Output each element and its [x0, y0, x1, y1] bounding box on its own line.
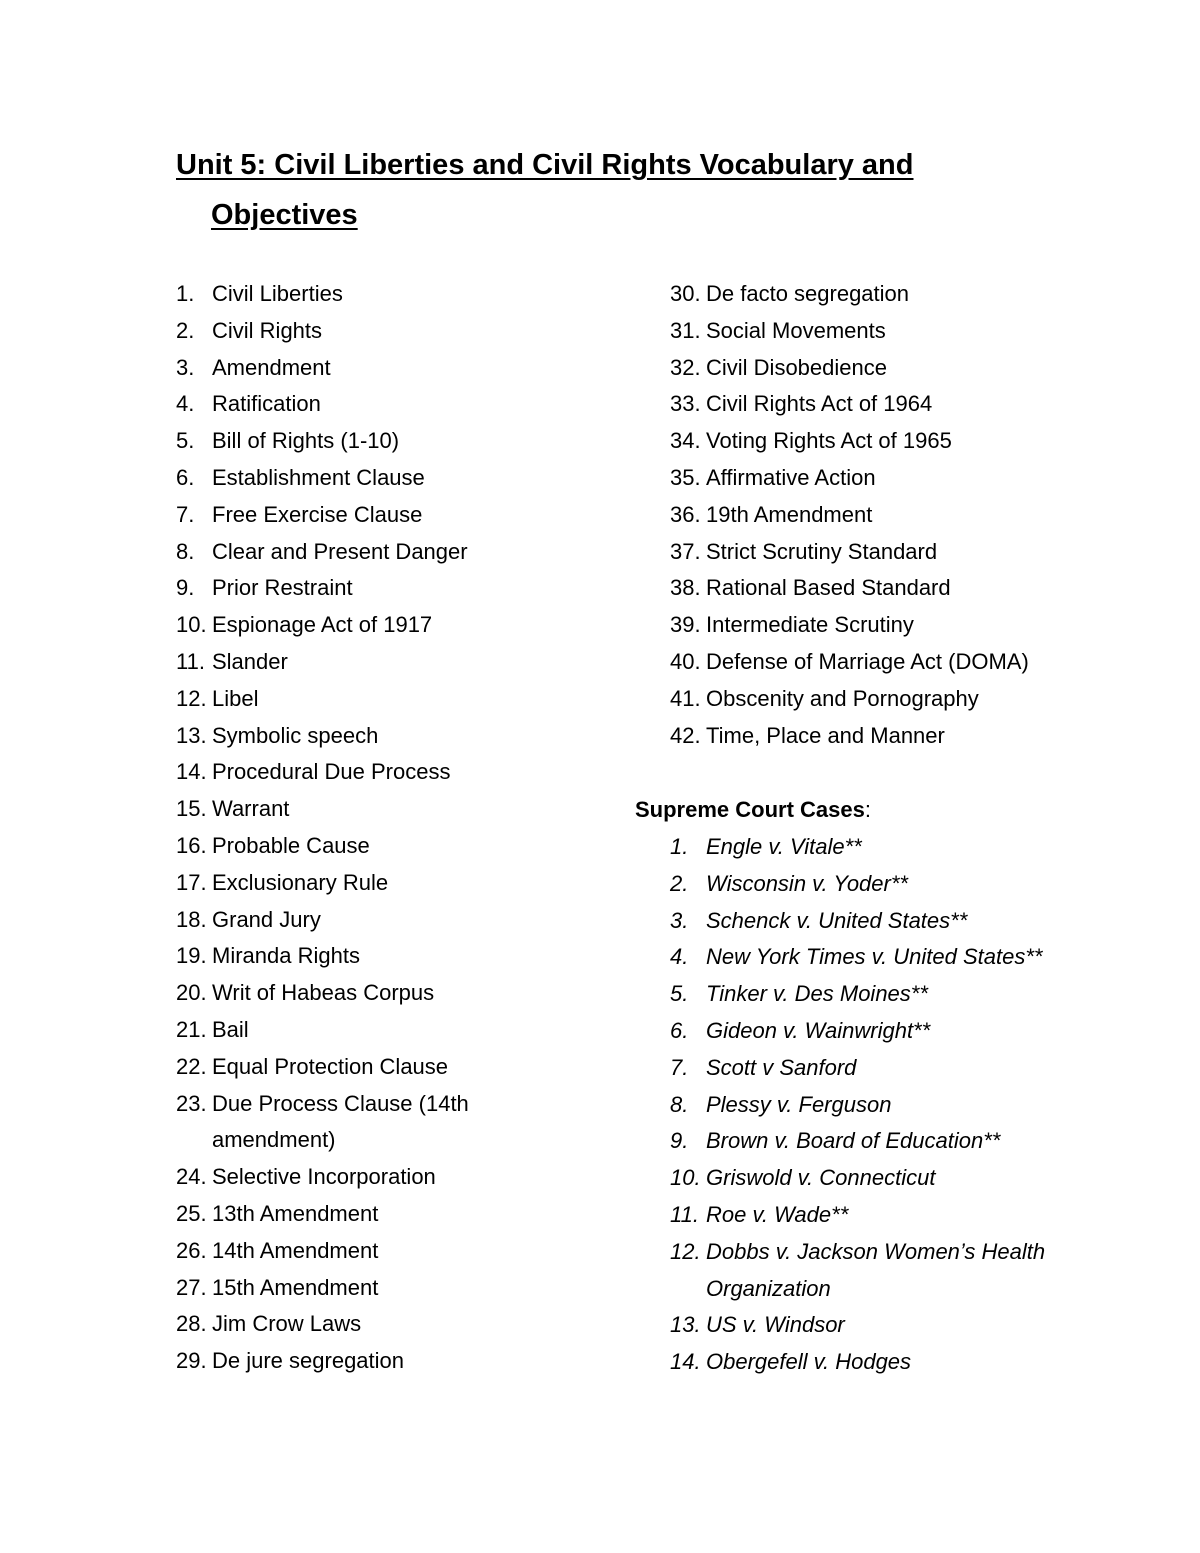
item-text: Gideon v. Wainwright**: [706, 1017, 931, 1043]
item-text: Roe v. Wade**: [706, 1201, 849, 1227]
list-item: [670, 1123, 1090, 1160]
item-text: Time, Place and Manner: [706, 722, 945, 748]
list-item: [176, 681, 576, 718]
item-number: 14.: [176, 759, 207, 785]
list-item: [176, 313, 576, 350]
item-text: Prior Restraint: [212, 575, 353, 601]
item-text: Intermediate Scrutiny: [706, 612, 914, 638]
list-item: [176, 644, 576, 681]
item-number: 8.: [670, 1091, 689, 1117]
list-item: [176, 1086, 576, 1160]
list-item: [176, 1270, 576, 1307]
item-number: 31.: [670, 317, 701, 343]
list-item: [176, 828, 576, 865]
item-text: Civil Liberties: [212, 281, 343, 306]
item-text: Civil Disobedience: [706, 354, 887, 380]
page-title: [176, 140, 1036, 240]
list-item: [176, 718, 576, 755]
item-text: Voting Rights Act of 1965: [706, 428, 952, 454]
list-item: [670, 570, 1100, 607]
item-text: Affirmative Action: [706, 464, 876, 490]
item-number: 6.: [670, 1017, 689, 1043]
item-number: 4.: [670, 944, 689, 970]
item-number: 21.: [176, 1016, 207, 1042]
item-text: Libel: [212, 685, 259, 711]
item-number: 7.: [670, 1054, 689, 1080]
item-text: Writ of Habeas Corpus: [212, 980, 435, 1006]
item-number: 10.: [176, 612, 207, 638]
item-number: 25.: [176, 1200, 207, 1226]
list-item: [670, 497, 1100, 534]
list-item: [670, 386, 1100, 423]
list-item: [670, 718, 1100, 755]
item-text: New York Times v. United States**: [706, 944, 1043, 970]
item-number: 22.: [176, 1053, 207, 1079]
list-item: [670, 313, 1100, 350]
item-text: Wisconsin v. Yoder**: [706, 870, 908, 896]
list-item: [670, 1050, 1090, 1087]
list-item: [670, 276, 1100, 313]
heading-text: Supreme Court Cases: [635, 797, 865, 822]
item-number: 34.: [670, 428, 701, 454]
item-text: Ratification: [212, 391, 321, 417]
item-number: 23.: [176, 1090, 207, 1116]
item-text: Espionage Act of 1917: [212, 612, 433, 638]
list-item: [176, 1159, 576, 1196]
list-item: [670, 1344, 1090, 1381]
item-text: Bill of Rights (1-10): [212, 428, 400, 454]
list-item: [176, 350, 576, 387]
list-item: [176, 1049, 576, 1086]
list-item: [670, 1013, 1090, 1050]
list-item: [670, 866, 1090, 903]
list-item: [176, 902, 576, 939]
item-text: Due Process Clause (14th amendment): [212, 1090, 469, 1153]
item-text: Obscenity and Pornography: [706, 685, 979, 711]
item-text: Strict Scrutiny Standard: [706, 538, 938, 564]
list-item: [176, 423, 576, 460]
item-number: 3.: [670, 907, 689, 933]
list-item: [176, 460, 576, 497]
item-number: 37.: [670, 538, 701, 564]
item-number: 12.: [670, 1238, 701, 1264]
item-text: Obergefell v. Hodges: [706, 1349, 912, 1375]
item-text: Brown v. Board of Education**: [706, 1128, 1001, 1154]
list-item: [176, 754, 576, 791]
item-text: Miranda Rights: [212, 943, 360, 969]
item-text: De jure segregation: [212, 1348, 405, 1374]
list-item: [176, 534, 576, 571]
item-number: 17.: [176, 869, 207, 895]
item-number: 19.: [176, 943, 207, 969]
item-number: 1.: [670, 834, 689, 859]
item-number: 30.: [670, 281, 701, 306]
item-text: 14th Amendment: [212, 1237, 379, 1263]
list-item: [670, 681, 1100, 718]
item-text: Griswold v. Connecticut: [706, 1165, 936, 1191]
item-number: 33.: [670, 391, 701, 417]
list-item: [176, 938, 576, 975]
item-text: Free Exercise Clause: [212, 501, 423, 527]
item-number: 10.: [670, 1165, 701, 1191]
item-text: 13th Amendment: [212, 1200, 379, 1226]
item-number: 9.: [176, 575, 195, 601]
item-number: 11.: [176, 648, 205, 674]
item-text: Jim Crow Laws: [212, 1311, 362, 1337]
item-number: 9.: [670, 1128, 689, 1154]
item-number: 12.: [176, 685, 207, 711]
item-number: 15.: [176, 796, 207, 822]
item-number: 24.: [176, 1164, 207, 1190]
item-number: 7.: [176, 501, 195, 527]
item-number: 5.: [176, 428, 195, 454]
item-number: 29.: [176, 1348, 207, 1374]
title-line-2: Objectives: [211, 199, 358, 231]
item-text: Rational Based Standard: [706, 575, 951, 601]
item-number: 35.: [670, 464, 701, 490]
item-text: Civil Rights Act of 1964: [706, 391, 933, 417]
item-text: De facto segregation: [706, 281, 910, 306]
item-number: 38.: [670, 575, 701, 601]
item-number: 42.: [670, 722, 701, 748]
item-number: 2.: [176, 317, 195, 343]
item-number: 6.: [176, 464, 195, 490]
item-text: Procedural Due Process: [212, 759, 451, 785]
item-number: 14.: [670, 1349, 701, 1375]
list-item: [176, 497, 576, 534]
item-number: 40.: [670, 648, 701, 674]
list-item: [670, 939, 1090, 976]
supreme-court-cases-heading: [635, 792, 871, 829]
list-item: [176, 570, 576, 607]
item-text: Exclusionary Rule: [212, 869, 389, 895]
list-item: [176, 1343, 576, 1380]
item-text: Grand Jury: [212, 906, 321, 932]
list-item: [176, 1233, 576, 1270]
list-item: [176, 607, 576, 644]
list-item: [670, 1197, 1090, 1234]
list-item: [670, 829, 1090, 866]
supreme-court-cases-list: [670, 829, 1090, 1381]
list-item: [670, 903, 1090, 940]
list-item: [670, 350, 1100, 387]
list-item: [670, 1087, 1090, 1124]
item-text: Plessy v. Ferguson: [706, 1091, 892, 1117]
item-number: 8.: [176, 538, 195, 564]
list-item: [670, 607, 1100, 644]
list-item: [176, 386, 576, 423]
list-item: [176, 1012, 576, 1049]
item-text: Symbolic speech: [212, 722, 379, 748]
list-item: [176, 1196, 576, 1233]
item-number: 36.: [670, 501, 701, 527]
item-number: 32.: [670, 354, 701, 380]
item-number: 16.: [176, 832, 207, 858]
item-text: Probable Cause: [212, 832, 370, 858]
item-number: 2.: [670, 870, 689, 896]
item-text: Clear and Present Danger: [212, 538, 468, 564]
list-item: [176, 276, 576, 313]
list-item: [670, 976, 1090, 1013]
item-text: US v. Windsor: [706, 1312, 845, 1338]
item-number: 20.: [176, 980, 207, 1006]
list-item: [670, 423, 1100, 460]
list-item: [176, 791, 576, 828]
item-text: Tinker v. Des Moines**: [706, 981, 928, 1007]
item-number: 11.: [670, 1201, 699, 1227]
item-number: 18.: [176, 906, 207, 932]
list-item: [670, 1307, 1090, 1344]
item-number: 13.: [670, 1312, 701, 1338]
item-number: 5.: [670, 981, 689, 1007]
item-text: Social Movements: [706, 317, 886, 343]
item-text: Dobbs v. Jackson Women’s Health Organization: [706, 1238, 1046, 1301]
item-text: 19th Amendment: [706, 501, 873, 527]
item-number: 28.: [176, 1311, 207, 1337]
item-text: Engle v. Vitale**: [706, 834, 862, 859]
item-number: 27.: [176, 1274, 207, 1300]
item-text: Bail: [212, 1016, 249, 1042]
item-text: 15th Amendment: [212, 1274, 379, 1300]
item-text: Defense of Marriage Act (DOMA): [706, 648, 1029, 674]
item-text: Establishment Clause: [212, 464, 425, 490]
item-text: Scott v Sanford: [706, 1054, 857, 1080]
list-item: [176, 865, 576, 902]
list-item: [670, 534, 1100, 571]
item-number: 41.: [670, 685, 701, 711]
list-item: [670, 1234, 1090, 1308]
title-line-1: Unit 5: Civil Liberties and Civil Rights Vocabulary and: [176, 149, 914, 181]
item-number: 13.: [176, 722, 207, 748]
item-text: Equal Protection Clause: [212, 1053, 449, 1079]
item-text: Warrant: [212, 796, 290, 822]
item-number: 4.: [176, 391, 195, 417]
vocabulary-list-left: [176, 276, 576, 1380]
item-text: Selective Incorporation: [212, 1164, 436, 1190]
item-text: Schenck v. United States**: [706, 907, 968, 933]
item-text: Civil Rights: [212, 317, 323, 343]
item-number: 39.: [670, 612, 701, 638]
heading-colon: :: [864, 797, 871, 822]
list-item: [670, 644, 1100, 681]
list-item: [670, 460, 1100, 497]
item-number: 26.: [176, 1237, 207, 1263]
item-text: Slander: [212, 648, 288, 674]
list-item: [670, 1160, 1090, 1197]
vocabulary-list-right: [670, 276, 1100, 754]
item-number: 1.: [176, 281, 195, 306]
item-text: Amendment: [212, 354, 331, 380]
item-number: 3.: [176, 354, 195, 380]
list-item: [176, 975, 576, 1012]
list-item: [176, 1306, 576, 1343]
